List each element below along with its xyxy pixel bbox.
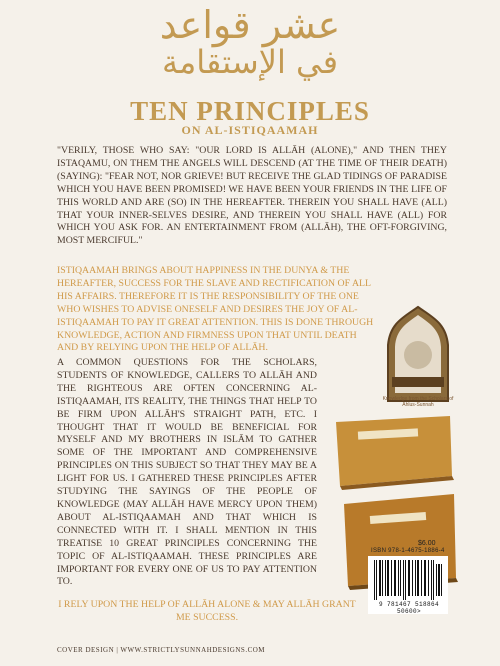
arabic-title-line1: عشر قواعد [159, 3, 341, 47]
barcode-digits [370, 601, 448, 615]
isbn-label: ISBN 978-1-4675-1886-4 [371, 548, 445, 554]
price-label: $6.00 [418, 540, 436, 547]
body-paragraph: A COMMON QUESTIONS FOR THE SCHOLARS, STUDENTS OF KNOWLEDGE, CALLERS TO ALLĀH AND THE RIGHTEOUS ARE OFTEN CONCERNING AL-ISTIQAAMAH, ITS REALITY, THE THINGS THAT HELP TO BE FIRM UPON ALLĀH'S STRAIGHT PATH, ETC. I THOUGHT THAT IT WOULD BE BENEFICIAL FOR MYSELF AND MY BROTHERS IN ISLĀM TO GATHER SOME OF THE IMPORTANT AND COMPREHENSIVE PRINCIPLES ON THIS SUBJECT SO THAT THEY MAY BE A LIGHT FOR US. I GATHERED THESE PRINCIPLES AFTER STUDYING THE SAYINGS OF THE PEOPLE OF KNOWLEDGE (MAY ALLĀH HAVE MERCY UPON THEM) ABOUT AL-ISTIQAAMAH AND THAT WHICH IS CONNECTED WITH IT. I SHALL MENTION IN THIS TREATISE 10 GREAT PRINCIPLES CONCERNING THE TOPIC OF AL-ISTIQAAMAH. THESE PRINCIPLES ARE IMPORTANT FOR EVERY ONE OF US TO PAY ATTENTION TO. [57, 357, 317, 588]
barcode [368, 556, 448, 614]
cover-design-credit: COVER DESIGN | WWW.STRICTLYSUNNAHDESIGNS.COM [57, 646, 266, 654]
barcode-addon: 50600> [396, 608, 421, 615]
book-subtitle: ON AL-ISTIQAAMAH [181, 123, 319, 137]
intro-paragraph: ISTIQAAMAH BRINGS ABOUT HAPPINESS IN THE DUNYA & THE HEREAFTER, SUCCESS FOR THE SLAVE AND RECTIFICATION OF ALL HIS AFFAIRS. THEREFORE IT IS THE RESPONSIBILITY OF THE ONE WHO WISHES TO ADVISE ONESELF AND DESIRES THE JOY OF AL-ISTIQAAMAH TO PAY IT GREAT ATTENTION. THIS IS DONE THROUGH KNOWLEDGE, ACTION AND FIRMNESS UPON THAT UNTIL DEATH AND BY RELYING UPON THE HELP OF ALLĀH. [57, 265, 374, 354]
arabic-title-line2: في الإستقامة [162, 42, 338, 81]
book-title: TEN PRINCIPLES [130, 96, 370, 126]
closing-dua: I RELY UPON THE HELP OF ALLĀH ALONE & MAY ALLĀH GRANT ME SUCCESS. [58, 599, 356, 623]
barcode-number: 9 781467 518864 [378, 601, 439, 608]
barcode-bars [372, 560, 444, 600]
quran-quote-paragraph: "VERILY, THOSE WHO SAY: "OUR LORD IS ALLĀH (ALONE)," AND THEN THEY ISTAQAMU, ON THEM THE ANGELS WILL DESCEND (AT THE TIME OF THEIR DEATH) (SAYING): "FEAR NOT, NOR GRIEVE! BUT RECEIVE THE GLAD TIDINGS OF PARADISE WHICH YOU HAVE BEEN PROMISED! WE HAVE BEEN YOUR FRIENDS IN THE LIFE OF THIS WORLD AND ARE (SO) IN THE HEREAFTER. THEREIN YOU SHALL HAVE (ALL) THAT YOUR INNER-SELVES DESIRE, AND THEREIN YOU SHALL HAVE (ALL) FOR WHICH YOU ASK FOR. AN ENTERTAINMENT FROM (ALLĀH), THE OFT-FORGIVING, MOST MERCIFUL." [57, 145, 447, 247]
logo-caption: Knowledge from the Scholars of Ahlus-Sunnah [382, 396, 454, 408]
publisher-logo [382, 305, 454, 405]
arabic-title [0, 3, 500, 81]
